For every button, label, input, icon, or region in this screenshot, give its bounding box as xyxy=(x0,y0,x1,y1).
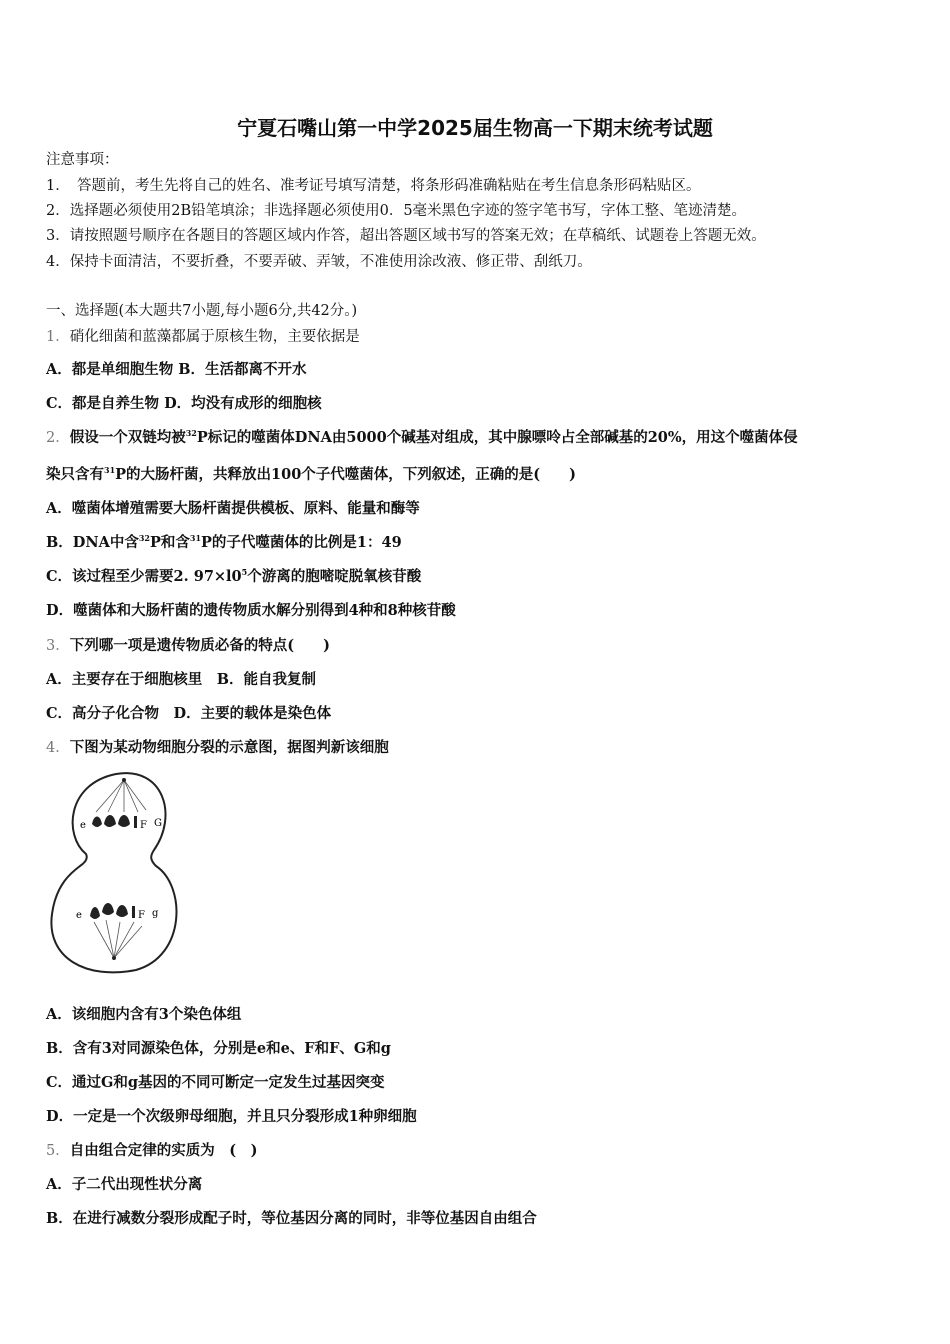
question-stem: 下列哪一项是遗传物质必备的特点( ) xyxy=(69,637,330,654)
q2-option-c xyxy=(46,567,421,587)
q4-option-b: B．含有3对同源染色体，分别是e和e、F和F、G和g xyxy=(46,1040,391,1057)
question-3 xyxy=(46,636,330,656)
gene-label-F-bottom: F xyxy=(138,910,145,921)
superscript: 32 xyxy=(138,533,150,543)
option-text: 个游离的胞嘧啶脱氧核苷酸 xyxy=(247,568,422,585)
section-heading: 一、选择题(本大题共7小题,每小题6分,共42分。) xyxy=(46,303,358,319)
question-stem-part: P标记的噬菌体DNA由5000个碱基对组成，其中腺嘌呤占全部碱基的20%，用这个噬菌体侵 xyxy=(196,429,798,446)
q4-option-d: D．一定是一个次级卵母细胞，并且只分裂形成1种卵细胞 xyxy=(46,1108,417,1125)
superscript: 31 xyxy=(104,465,116,475)
upper-spindle xyxy=(96,780,146,812)
gene-label-G-top: G xyxy=(154,818,162,829)
option-text: P和含 xyxy=(149,534,190,551)
notice-item-4: 4．保持卡面清洁，不要折叠，不要弄破、弄皱，不准使用涂改液、修正带、刮纸刀。 xyxy=(46,254,592,270)
question-stem: 自由组合定律的实质为 ( ) xyxy=(69,1142,258,1159)
cell-division-figure xyxy=(46,766,186,978)
gene-label-g-bottom: g xyxy=(152,908,159,919)
q1-options-ab: A．都是单细胞生物 B．生活都离不开水 xyxy=(46,361,307,378)
lower-spindle xyxy=(94,920,142,958)
question-5 xyxy=(46,1141,257,1161)
question-stem: 硝化细菌和蓝藻都属于原核生物，主要依据是 xyxy=(69,329,360,345)
option-text: P的子代噬菌体的比例是1：49 xyxy=(201,534,402,551)
notice-item-2: 2．选择题必须使用2B铅笔填涂；非选择题必须使用0．5毫米黑色字迹的签字笔书写，字体工整、笔迹清楚。 xyxy=(46,203,747,219)
notice-heading: 注意事项： xyxy=(46,152,119,168)
q3-options-ab: A．主要存在于细胞核里 B．能自我复制 xyxy=(46,671,317,688)
gene-label-e-bottom: e xyxy=(76,910,82,921)
cell-membrane xyxy=(51,773,176,972)
q5-option-a: A．子二代出现性状分离 xyxy=(46,1176,203,1193)
option-text: C．该过程至少需要2. 97×l0 xyxy=(46,568,242,585)
gene-label-e-top: e xyxy=(80,820,86,831)
q2-option-a: A．噬菌体增殖需要大肠杆菌提供模板、原料、能量和酶等 xyxy=(46,500,420,517)
centrosome-top xyxy=(122,778,126,782)
q4-option-a: A．该细胞内含有3个染色体组 xyxy=(46,1006,242,1023)
question-2 xyxy=(46,428,798,448)
superscript: 5 xyxy=(241,567,248,577)
page-title: 宁夏石嘴山第一中学2025届生物高一下期末统考试题 xyxy=(237,116,713,140)
question-number: 5． xyxy=(46,1143,70,1159)
centrosome-bottom xyxy=(112,956,116,960)
notice-item-3: 3．请按照题号顺序在各题目的答题区域内作答，超出答题区域书写的答案无效；在草稿纸、试题卷上答题无效。 xyxy=(46,228,766,244)
question-number: 4． xyxy=(46,740,70,756)
q5-option-b: B．在进行减数分裂形成配子时，等位基因分离的同时，非等位基因自由组合 xyxy=(46,1210,537,1227)
question-stem-part: P的大肠杆菌，共释放出100个子代噬菌体，下列叙述，正确的是( ) xyxy=(115,466,577,483)
q3-options-cd: C．高分子化合物 D．主要的载体是染色体 xyxy=(46,705,332,722)
question-number: 1． xyxy=(46,329,70,345)
q2-option-b xyxy=(46,533,402,553)
question-4 xyxy=(46,738,389,758)
question-number: 3． xyxy=(46,638,70,654)
question-stem: 下图为某动物细胞分裂的示意图，据图判新该细胞 xyxy=(69,739,389,756)
notice-item-1: 1． 答题前，考生先将自己的姓名、准考证号填写清楚，将条形码准确粘贴在考生信息条形码粘贴区。 xyxy=(46,178,701,194)
question-number: 2． xyxy=(46,430,70,446)
question-stem-part: 假设一个双链均被 xyxy=(69,429,186,446)
question-2-line-2 xyxy=(46,465,576,485)
gene-label-F-top: F xyxy=(140,820,147,831)
q1-options-cd: C．都是自养生物 D．均没有成形的细胞核 xyxy=(46,395,322,412)
q2-option-d: D．噬菌体和大肠杆菌的遗传物质水解分别得到4种和8种核苷酸 xyxy=(46,602,456,619)
superscript: 31 xyxy=(189,533,202,543)
superscript: 32 xyxy=(185,428,197,438)
question-stem-part: 染只含有 xyxy=(46,466,104,483)
upper-chromosomes xyxy=(92,815,137,828)
lower-chromosomes xyxy=(90,903,135,919)
question-1 xyxy=(46,327,360,347)
option-text: B．DNA中含 xyxy=(46,534,139,551)
q4-option-c: C．通过G和g基因的不同可断定一定发生过基因突变 xyxy=(46,1074,385,1091)
